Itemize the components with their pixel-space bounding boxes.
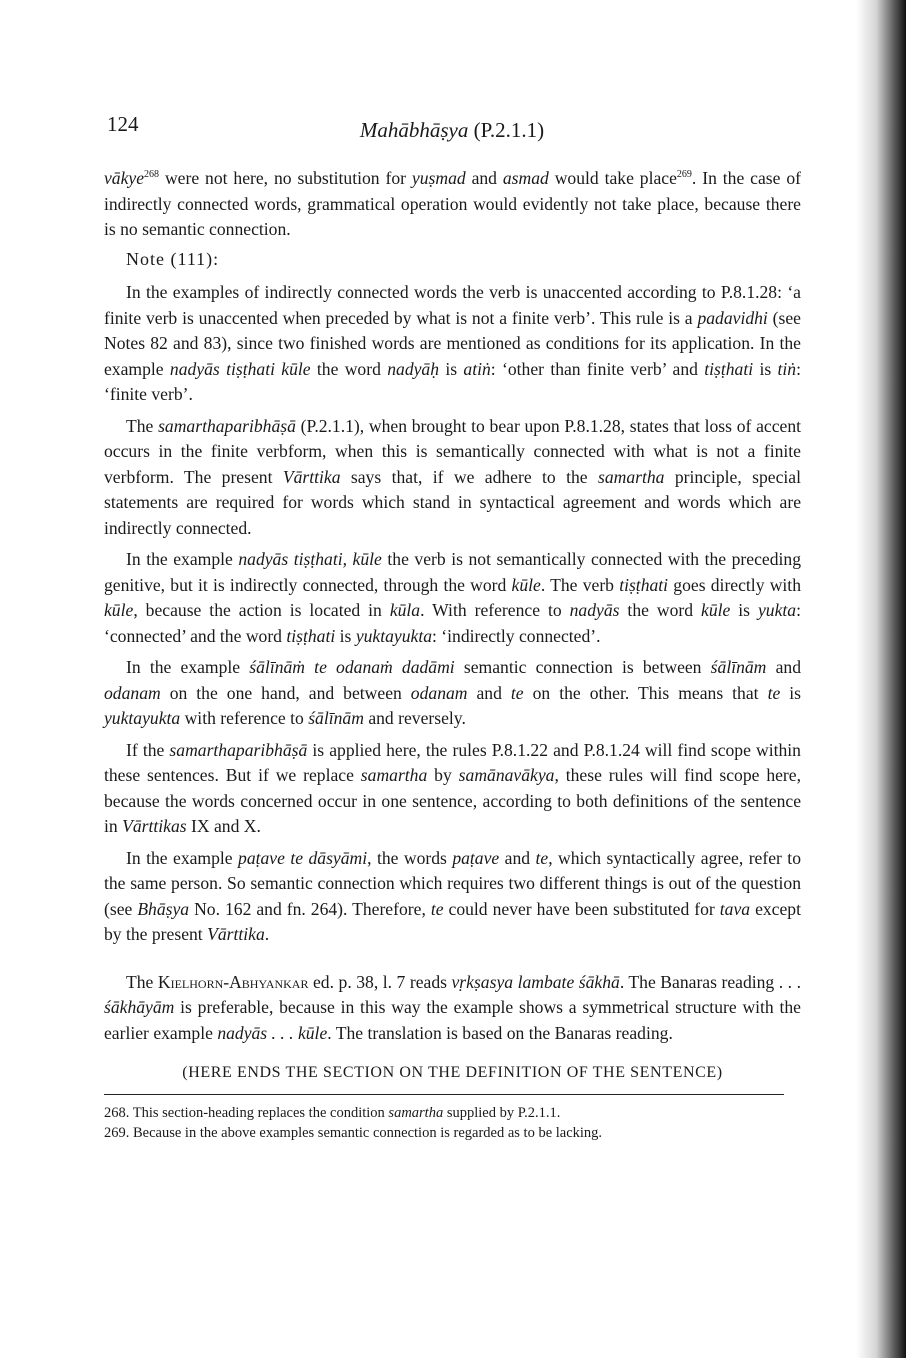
term: yuktayukta: [104, 708, 181, 728]
text: . In the case of indirectly connected words, grammatical operation would evidently not take place, because there is no semantic connection.: [104, 168, 801, 239]
term: nadyās tiṣṭhati kūle: [169, 358, 311, 379]
text: is: [335, 625, 356, 646]
text: were not here, no substitution for: [159, 168, 412, 188]
paragraph-3: [104, 414, 801, 542]
term: vākye: [104, 168, 145, 188]
page-body: [104, 166, 801, 1143]
text: principle, special statements are required for words which stand in syntactical agreement and words which are indirectly connected.: [104, 466, 801, 538]
running-title: [107, 118, 797, 143]
text: with reference to: [180, 708, 309, 728]
text: on the other. This means that: [523, 682, 768, 703]
text: is: [753, 358, 778, 379]
paragraph-1: [104, 166, 801, 243]
term: nadyās . . . kūle: [217, 1022, 328, 1043]
paragraph-2: [104, 280, 801, 408]
term: samarthaparibhāṣā: [158, 415, 296, 436]
text: goes directly with: [668, 574, 801, 595]
term: śālīnām: [710, 657, 767, 677]
term: tiṣṭhati: [704, 358, 754, 379]
text: : ‘indirectly connected’.: [432, 625, 601, 646]
term: Vārttikas: [122, 816, 187, 836]
term: yuktayukta: [355, 625, 433, 646]
text: , which syntactically agree, refer to the same person. So semantic connection which requires two different things is out of the question (see: [104, 847, 801, 919]
paragraph-5: [104, 655, 801, 732]
term: te: [535, 847, 549, 868]
text: 268. This section-heading replaces the condition: [104, 1104, 389, 1121]
text: semantic connection is between: [454, 657, 711, 677]
term: samartha: [360, 765, 428, 785]
text: and: [766, 657, 801, 677]
term: yukta: [758, 600, 797, 620]
footnote-268: [104, 1103, 801, 1123]
text: : ‘connected’ and the word: [104, 600, 801, 646]
text: .: [264, 924, 270, 944]
term: atiṅ: [463, 358, 491, 379]
text: : ‘finite verb’.: [104, 358, 801, 404]
term: padavidhi: [697, 307, 768, 328]
text: If the: [126, 739, 170, 760]
footnotes: [104, 1103, 801, 1143]
text: the word: [619, 600, 702, 620]
text: (see Notes 82 and 83), since two finished words are mentioned as conditions for its application. In the example: [104, 307, 801, 379]
term: nadyās tiṣṭhati, kūle: [238, 549, 382, 569]
text: . The verb: [540, 574, 620, 595]
text: is applied here, the rules P.8.1.22 and P.8.1.24 will find scope within these sentences. But if we replace: [104, 739, 801, 785]
term: samartha: [597, 466, 665, 487]
text: (P.2.1.1), when brought to bear upon P.8.1.28, states that loss of accent occurs in the finite verbform, when this is semantically connected with what is not a finite verbform. The present: [104, 415, 802, 487]
term: Bhāṣya: [137, 898, 190, 919]
term: Vārttika: [282, 466, 341, 487]
text: The: [126, 415, 159, 436]
note-heading: Note (111):: [126, 248, 220, 269]
term: tiṅ: [777, 358, 797, 379]
footnote-269: 269. Because in the above examples semantic connection is regarded as to be lacking.: [104, 1124, 603, 1141]
text: . The Banaras reading . . .: [619, 971, 801, 992]
term: nadyās: [569, 600, 620, 620]
text: by: [427, 765, 459, 785]
paragraph-4: [104, 547, 801, 649]
term: śālīnāṁ te odanaṁ dadāmi: [249, 657, 455, 677]
text: the verb is not semantically connected with the preceding genitive, but it is indirectly connected, through the word: [104, 549, 801, 595]
text: is: [439, 358, 464, 379]
term: kūla: [389, 600, 421, 620]
text: In the example: [126, 847, 239, 868]
term: kūle: [511, 574, 541, 595]
text: is: [780, 682, 801, 703]
term: odanam: [410, 682, 468, 703]
text: is: [730, 600, 758, 620]
text: would take place: [548, 168, 677, 188]
term: vṛkṣasya lambate śākhā: [451, 971, 620, 992]
text: and: [499, 847, 536, 868]
text: and: [465, 168, 503, 188]
text: the word: [310, 358, 388, 379]
term: śālīnām: [308, 708, 364, 728]
paragraph-6: [104, 738, 801, 840]
text: . With reference to: [420, 600, 570, 620]
term: tava: [719, 898, 751, 919]
paragraph-7: [104, 846, 801, 948]
text: In the example: [126, 549, 239, 569]
page-number: 124: [107, 112, 139, 136]
text: ed. p. 38, l. 7 reads: [308, 971, 452, 992]
running-title-work: Mahābhāṣya: [359, 118, 469, 142]
term: samarthaparibhāṣā: [169, 739, 308, 760]
term: kūle: [701, 600, 731, 620]
term: tiṣṭhati: [286, 625, 336, 646]
text: . The translation is based on the Banaras reading.: [327, 1022, 673, 1043]
paragraph-8: [104, 970, 801, 1047]
term: paṭave: [452, 847, 500, 868]
text: on the one hand, and between: [160, 682, 411, 703]
section-end-heading: (HERE ENDS THE SECTION ON THE DEFINITION OF THE SENTENCE): [182, 1064, 723, 1081]
running-title-ref: (P.2.1.1): [473, 118, 545, 142]
term: odanam: [104, 682, 161, 703]
term: Vārttika: [207, 924, 265, 944]
term: te: [430, 898, 444, 919]
text: , these rules will find scope here, because the words concerned occur in one sentence, according to both definitions of the sentence in: [104, 765, 801, 836]
text: is preferable, because in this way the example shows a symmetrical structure with the earlier example: [104, 997, 801, 1043]
text: could never have been substituted for: [443, 898, 720, 919]
term: yuṣmad: [411, 168, 466, 188]
text: , the words: [367, 847, 453, 868]
term: nadyāḥ: [387, 358, 440, 379]
footnote-ref-269[interactable]: 269: [676, 169, 692, 181]
term: tiṣṭhati: [619, 574, 669, 595]
text: supplied by P.2.1.1.: [443, 1104, 561, 1121]
text: except by the present: [104, 898, 801, 944]
term: śākhāyām: [104, 997, 175, 1017]
footnote-divider: [104, 1094, 784, 1095]
page-edge-shadow: [856, 0, 906, 1358]
footnote-ref-268[interactable]: 268: [144, 169, 160, 181]
text: and: [467, 682, 511, 703]
text: and reversely.: [363, 708, 466, 728]
term: samānavākya: [458, 765, 555, 785]
term: paṭave te dāsyāmi: [238, 847, 368, 868]
term: kūle: [104, 600, 134, 620]
text: In the example: [126, 657, 250, 677]
term: te: [510, 682, 524, 703]
edition-name: Kielhorn-Abhyankar: [157, 971, 309, 992]
text: , because the action is located in: [133, 600, 390, 620]
text: : ‘other than finite verb’ and: [490, 358, 705, 379]
text: In the examples of indirectly connected words the verb is unaccented according to P.8.1.28: ‘a finite verb is unaccented when preceded by what is not a finite verb’. This rule is a: [104, 282, 801, 328]
page-header: [107, 112, 797, 146]
text: says that, if we adhere to the: [340, 466, 598, 487]
term: te: [767, 682, 781, 703]
text: No. 162 and fn. 264). Therefore,: [189, 898, 431, 919]
text: The: [126, 971, 158, 992]
term: asmad: [502, 168, 549, 188]
text: IX and X.: [186, 816, 261, 836]
term: samartha: [388, 1104, 444, 1121]
